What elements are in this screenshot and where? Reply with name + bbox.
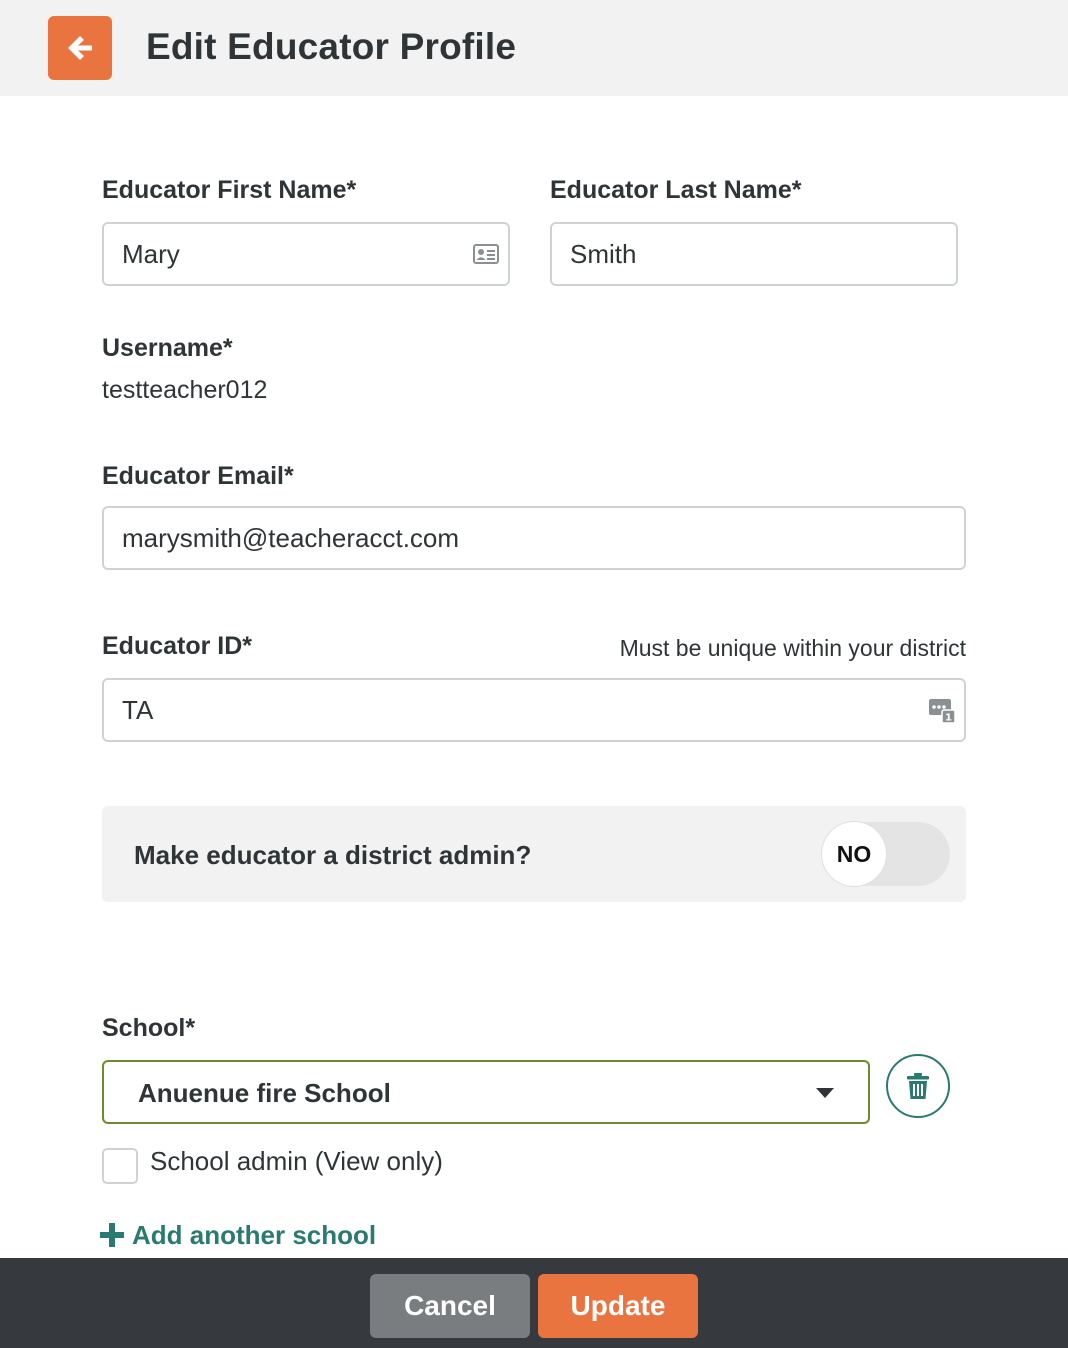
back-button[interactable]	[48, 16, 112, 80]
contact-card-icon[interactable]	[472, 240, 500, 268]
add-another-school-link[interactable]	[100, 1218, 376, 1252]
educator-id-label: Educator ID*	[102, 632, 253, 660]
email-field-wrapper	[102, 506, 966, 570]
last-name-field-wrapper	[550, 222, 958, 286]
password-manager-icon[interactable]	[928, 696, 956, 724]
school-label: School*	[102, 1014, 196, 1042]
delete-school-button[interactable]	[886, 1054, 950, 1118]
educator-id-input[interactable]	[104, 680, 964, 740]
educator-id-field-wrapper	[102, 678, 966, 742]
school-select[interactable]	[102, 1060, 870, 1124]
update-button[interactable]: Update	[538, 1274, 698, 1338]
school-admin-label: School admin (View only)	[150, 1146, 443, 1176]
svg-text:1: 1	[945, 712, 952, 724]
school-selected-value: Anuenue fire School	[138, 1078, 391, 1108]
district-admin-panel	[102, 806, 966, 902]
last-name-label: Educator Last Name*	[550, 176, 802, 204]
email-label: Educator Email*	[102, 462, 294, 490]
toggle-knob: NO	[822, 822, 886, 886]
page-title: Edit Educator Profile	[146, 26, 517, 67]
first-name-label: Educator First Name*	[102, 176, 357, 204]
district-admin-label: Make educator a district admin?	[134, 840, 532, 870]
page-header	[0, 0, 1068, 96]
district-admin-toggle[interactable]	[822, 822, 950, 886]
plus-icon	[100, 1223, 124, 1247]
add-another-school-label: Add another school	[132, 1219, 377, 1250]
trash-icon	[906, 1072, 930, 1100]
username-value: testteacher012	[102, 376, 268, 404]
arrow-left-icon	[65, 33, 95, 63]
school-admin-checkbox[interactable]	[102, 1148, 138, 1184]
footer-bar	[0, 1258, 1068, 1348]
chevron-down-icon	[816, 1088, 834, 1098]
last-name-input[interactable]	[552, 224, 956, 284]
username-label: Username*	[102, 334, 233, 362]
email-input[interactable]	[104, 508, 964, 568]
first-name-input[interactable]	[104, 224, 508, 284]
educator-id-hint: Must be unique within your district	[619, 635, 966, 661]
cancel-button[interactable]: Cancel	[370, 1274, 530, 1338]
first-name-field-wrapper	[102, 222, 510, 286]
